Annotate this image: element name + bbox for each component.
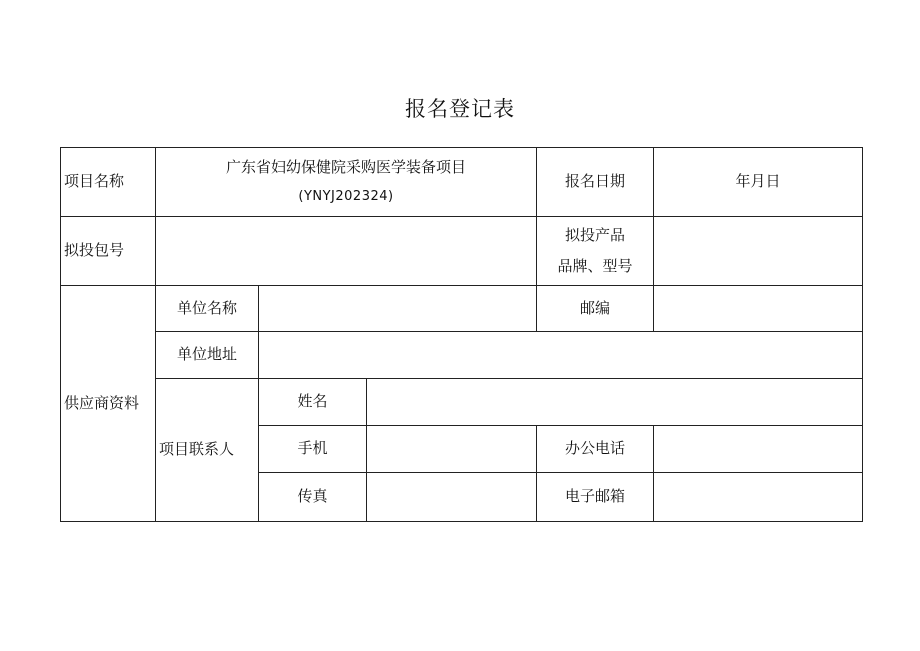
- unit-address-field[interactable]: [258, 331, 863, 379]
- unit-address-label: 单位地址: [155, 331, 259, 379]
- unit-name-field[interactable]: [258, 285, 537, 332]
- product-label-line2: 品牌、型号: [557, 257, 633, 275]
- package-number-field[interactable]: [155, 216, 537, 286]
- form-title: 报名登记表: [405, 97, 515, 121]
- contact-name-field[interactable]: [366, 378, 863, 426]
- postcode-label: 邮编: [536, 285, 654, 332]
- supplier-info-label: 供应商资料: [60, 285, 156, 522]
- fax-label: 传真: [258, 472, 367, 522]
- mobile-label: 手机: [258, 425, 367, 473]
- project-contact-label: 项目联系人: [155, 378, 259, 522]
- mobile-field[interactable]: [366, 425, 537, 473]
- registration-form-table: [61, 148, 863, 522]
- email-label: 电子邮箱: [536, 472, 654, 522]
- product-label-line1: 拟投产品: [564, 225, 625, 244]
- registration-date-field[interactable]: 年月日: [653, 147, 863, 217]
- contact-name-label: 姓名: [258, 378, 367, 426]
- postcode-field[interactable]: [653, 285, 863, 332]
- product-brand-model-field[interactable]: [653, 216, 863, 286]
- project-name-label: 项目名称: [60, 147, 156, 217]
- project-name-value: [155, 147, 537, 217]
- registration-date-label: 报名日期: [536, 147, 654, 217]
- email-field[interactable]: [653, 472, 863, 522]
- office-phone-label: 办公电话: [536, 425, 654, 473]
- unit-name-label: 单位名称: [155, 285, 259, 332]
- fax-field[interactable]: [366, 472, 537, 522]
- package-number-label: 拟投包号: [60, 216, 156, 286]
- project-name-text: 广东省妇幼保健院采购医学装备项目: [225, 157, 466, 176]
- office-phone-field[interactable]: [653, 425, 863, 473]
- project-code-text: (YNYJ202324): [298, 189, 394, 205]
- product-brand-model-label: [536, 216, 654, 286]
